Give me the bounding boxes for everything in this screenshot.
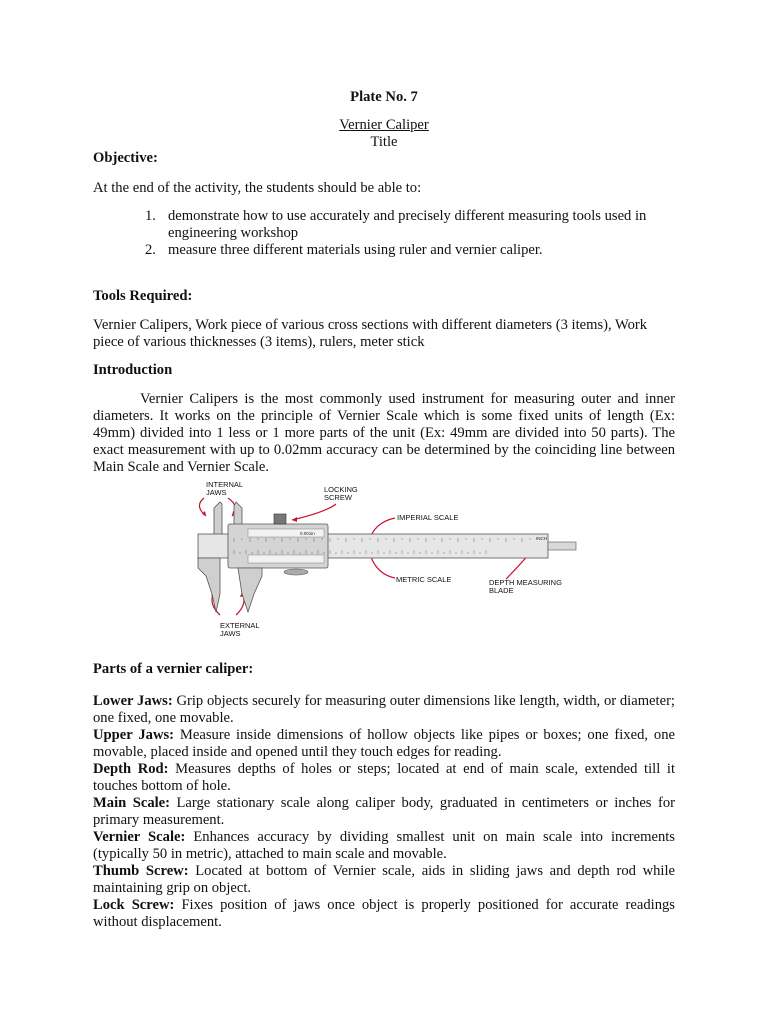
part-desc: Large stationary scale along caliper body, graduated in centimeters or inches for primary measurement.	[93, 795, 675, 828]
lower-movable-jaw	[238, 568, 262, 612]
plate-number: Plate No. 7	[350, 89, 418, 105]
parts-heading: Parts of a vernier caliper:	[93, 661, 254, 677]
document-title	[0, 117, 768, 134]
introduction-heading: Introduction	[93, 362, 173, 378]
tools-heading: Tools Required:	[93, 288, 193, 304]
part-lower-jaws	[93, 693, 675, 727]
objective-item-number: 1.	[145, 208, 156, 224]
depth-blade-label: DEPTH MEASURING	[489, 578, 562, 587]
objective-heading: Objective:	[93, 150, 158, 166]
introduction-text: Vernier Calipers is the most commonly used instrument for measuring outer and inner diameters. It works on the principle of Vernier Scale which is some fixed units of length (Ex: 49mm) divided into 1 less or 1 more parts of the unit (Ex: 49mm are divided into 50 parts). The exact measurement with up to 0.02mm accuracy can be determined by the coinciding line between Main Scale and Vernier Scale.	[93, 391, 675, 475]
part-term: Lower Jaws:	[93, 693, 173, 709]
upper-fixed-jaw	[214, 502, 222, 536]
external-jaws-label: EXTERNAL	[220, 621, 260, 630]
part-term: Depth Rod:	[93, 761, 169, 777]
title-caption: Title	[370, 134, 398, 150]
thumb-screw	[284, 569, 308, 575]
document-title-text: Vernier Caliper	[339, 117, 429, 133]
parts-list	[93, 693, 675, 931]
part-desc: Grip objects securely for measuring outer dimensions like length, width, or diameter; one fixed, one movable.	[93, 693, 675, 726]
part-vernier-scale	[93, 829, 675, 863]
locking-screw	[274, 514, 286, 524]
arrow-locking-screw	[292, 504, 336, 520]
part-term: Main Scale:	[93, 795, 171, 811]
part-term: Thumb Screw:	[93, 863, 189, 879]
depth-blade-label-2: BLADE	[489, 586, 514, 595]
part-main-scale	[93, 795, 675, 829]
inch-label: INCH	[536, 536, 547, 541]
part-desc: Measures depths of holes or steps; located at end of main scale, extended till it touches bottom of hole.	[93, 761, 675, 794]
objective-item-text: demonstrate how to use accurately and precisely different measuring tools used in engineering workshop	[168, 208, 647, 241]
locking-screw-label: LOCKING	[324, 485, 358, 494]
objective-item-text: measure three different materials using ruler and vernier caliper.	[168, 242, 543, 258]
objective-item-number: 2.	[145, 242, 156, 258]
external-jaws-label-2: JAWS	[220, 629, 241, 638]
part-desc: Fixes position of jaws once object is properly positioned for accurate readings without displacement.	[93, 897, 675, 930]
part-desc: Enhances accuracy by dividing smallest unit on main scale into increments (typically 50 in metric), attached to main scale and movable.	[93, 829, 675, 862]
objective-lead: At the end of the activity, the students should be able to:	[93, 180, 422, 196]
vernier-metric-window	[248, 555, 324, 563]
part-term: Lock Screw:	[93, 897, 175, 913]
metric-scale-label: METRIC SCALE	[396, 575, 452, 584]
part-lock-screw	[93, 897, 675, 931]
part-term: Upper Jaws:	[93, 727, 175, 743]
internal-jaws-label-2: JAWS	[206, 488, 227, 497]
tools-text: Vernier Calipers, Work piece of various cross sections with different diameters (3 items), Work piece of various thicknesses (3 items), rulers, meter stick	[93, 317, 648, 350]
imperial-scale-label: IMPERIAL SCALE	[397, 513, 459, 522]
part-term: Vernier Scale:	[93, 829, 186, 845]
part-desc: Measure inside dimensions of hollow objects like pipes or boxes; one fixed, one movable, placed inside and opened until they touch edges for reading.	[93, 727, 675, 760]
depth-blade	[548, 542, 576, 550]
lower-fixed-jaw	[198, 558, 220, 612]
part-thumb-screw	[93, 863, 675, 897]
objective-item-1	[145, 208, 685, 242]
vernier-mark-text: 0.001in	[300, 531, 315, 536]
part-upper-jaws	[93, 727, 675, 761]
part-depth-rod	[93, 761, 675, 795]
objective-item-2	[145, 242, 685, 259]
part-desc: Located at bottom of Vernier scale, aids in sliding jaws and depth rod while maintaining grip on object.	[93, 863, 675, 896]
locking-screw-label-2: SCREW	[324, 493, 352, 502]
vernier-caliper-figure	[176, 476, 586, 642]
internal-jaws-label: INTERNAL	[206, 480, 244, 489]
